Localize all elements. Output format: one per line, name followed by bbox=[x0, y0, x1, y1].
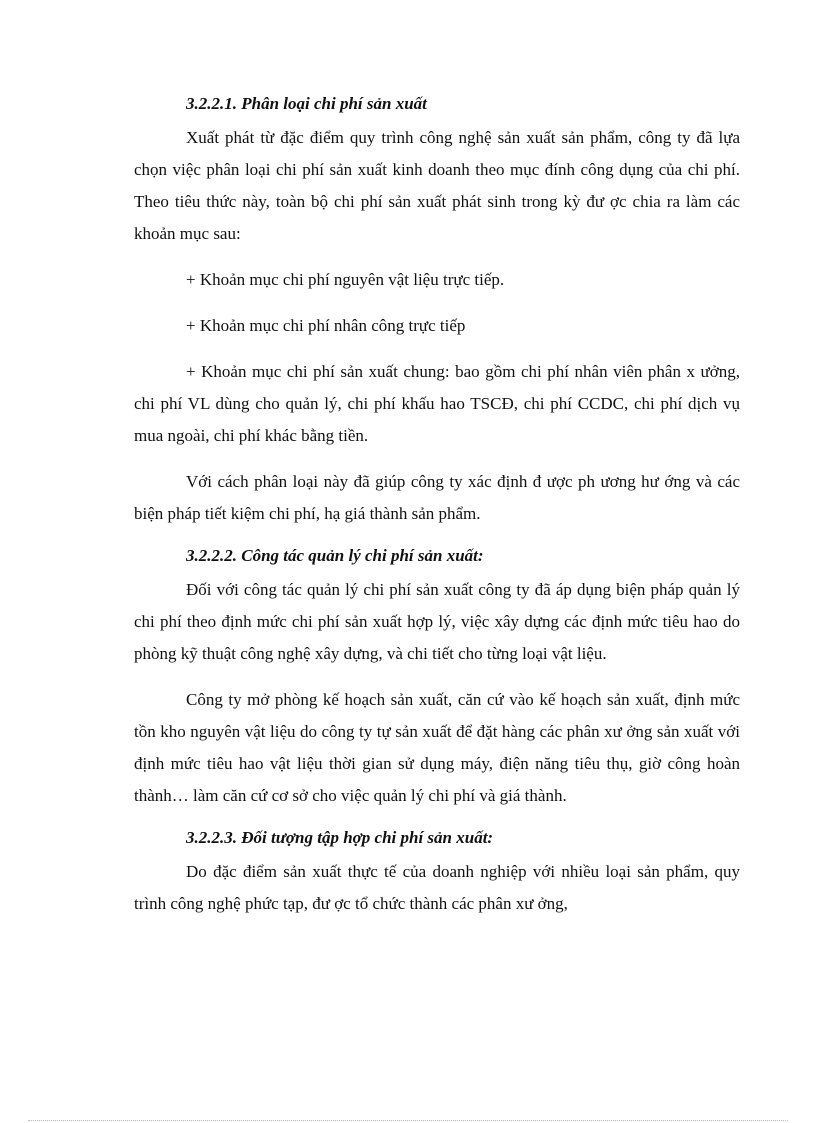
paragraph: Với cách phân loại này đã giúp công ty xác định đ ược ph ương hư ớng và các biện pháp tiết kiệm chi phí, hạ giá thành sản phẩm. bbox=[134, 472, 740, 523]
section-heading-3-2-2-2: 3.2.2.2. Công tác quản lý chi phí sản xuất: bbox=[186, 546, 484, 565]
paragraph: Đối với công tác quản lý chi phí sản xuất công ty đã áp dụng biện pháp quản lý chi phí theo định mức chi phí sản xuất hợp lý, việc xây dựng các định mức tiêu hao do phòng kỹ thuật công nghệ xây dựng, và chi tiết cho từng loại vật liệu. bbox=[134, 580, 740, 663]
page-content bbox=[134, 90, 740, 920]
list-item: + Khoản mục chi phí nguyên vật liệu trực tiếp. bbox=[186, 270, 505, 289]
list-item: + Khoản mục chi phí nhân công trực tiếp bbox=[186, 316, 466, 335]
section-heading-3-2-2-1: 3.2.2.1. Phân loại chi phí sản xuất bbox=[186, 94, 427, 113]
paragraph: Do đặc điểm sản xuất thực tế của doanh nghiệp với nhiều loại sản phẩm, quy trình công nghệ phức tạp, đư ợc tổ chức thành các phân xư ởng, bbox=[134, 862, 740, 913]
section-heading-3-2-2-3: 3.2.2.3. Đối tượng tập hợp chi phí sản xuất: bbox=[186, 828, 494, 847]
list-item: + Khoản mục chi phí sản xuất chung: bao gồm chi phí nhân viên phân x ưởng, chi phí VL dùng cho quản lý, chi phí khấu hao TSCĐ, chi phí CCDC, chi phí dịch vụ mua ngoài, chi phí khác bằng tiền. bbox=[134, 362, 740, 445]
paragraph: Công ty mở phòng kế hoạch sản xuất, căn cứ vào kế hoạch sản xuất, định mức tồn kho nguyên vật liệu do công ty tự sản xuất để đặt hàng các phân xư ởng sản xuất với định mức tiêu hao vật liệu thời gian sử dụng máy, điện năng tiêu thụ, giờ công hoàn thành… làm căn cứ cơ sở cho việc quản lý chi phí và giá thành. bbox=[134, 690, 740, 805]
footer-divider bbox=[28, 1120, 788, 1121]
paragraph: Xuất phát từ đặc điểm quy trình công nghệ sản xuất sản phẩm, công ty đã lựa chọn việc phân loại chi phí sản xuất kinh doanh theo mục đính công dụng của chi phí. Theo tiêu thức này, toàn bộ chi phí sản xuất phát sinh trong kỳ đư ợc chia ra làm các khoản mục sau: bbox=[134, 128, 740, 243]
